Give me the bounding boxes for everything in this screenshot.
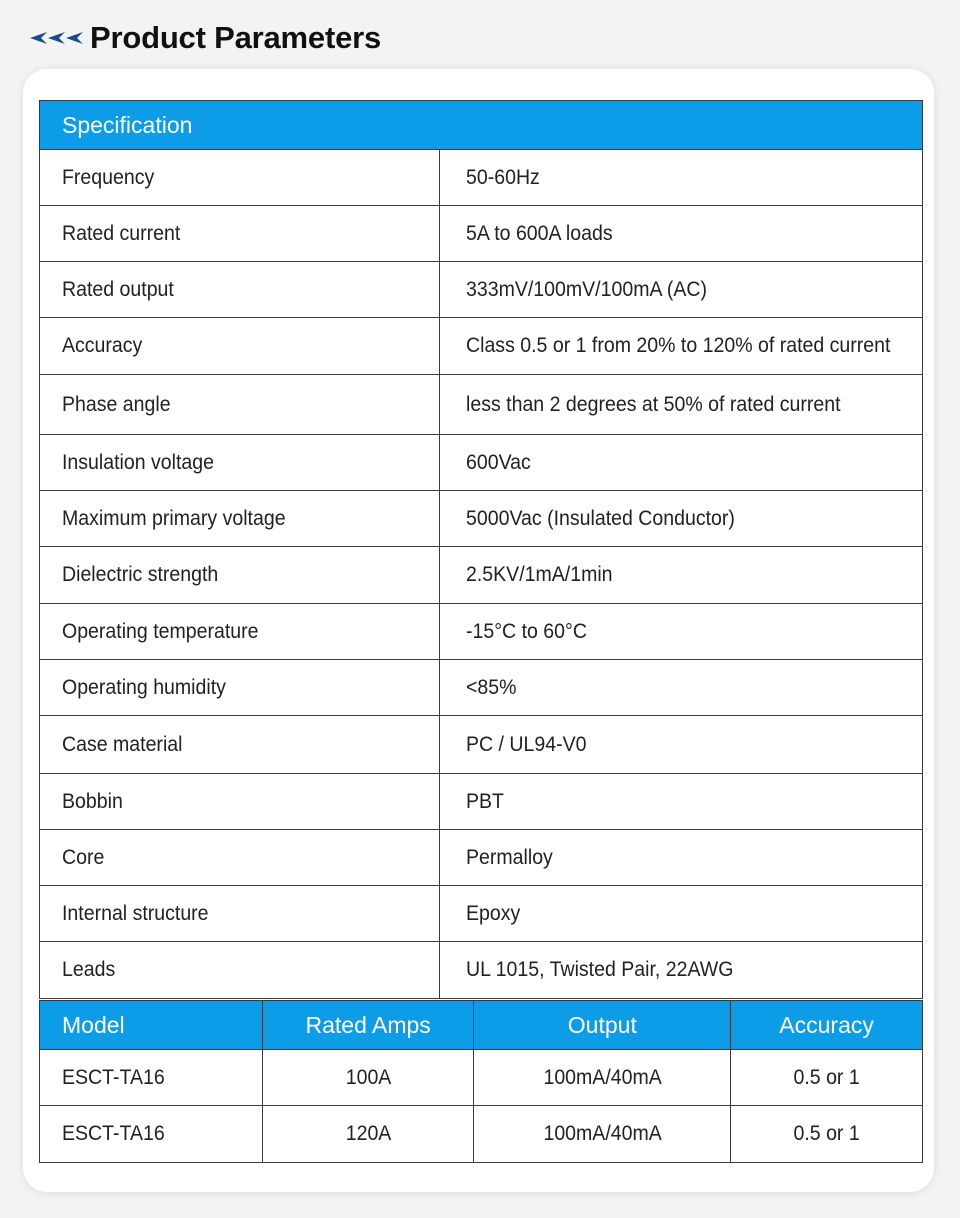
- spec-label: Frequency: [40, 150, 440, 206]
- spec-label: Leads: [40, 942, 440, 999]
- spec-row: [40, 375, 923, 435]
- spec-value: 333mV/100mV/100mA (AC): [439, 262, 922, 318]
- spec-value: -15°C to 60°C: [439, 604, 922, 660]
- column-header-model: Model: [40, 1001, 263, 1050]
- spec-label: Operating humidity: [40, 660, 440, 716]
- spec-label: Phase angle: [40, 375, 440, 435]
- spec-row: [40, 547, 923, 604]
- spec-row: [40, 435, 923, 491]
- triple-chevron-left-icon: [30, 31, 84, 45]
- rated-amps-cell: 100A: [262, 1050, 474, 1106]
- spec-row: [40, 604, 923, 660]
- spec-value: less than 2 degrees at 50% of rated current: [439, 375, 922, 435]
- spec-row: [40, 491, 923, 547]
- spec-row: [40, 886, 923, 942]
- spec-row: [40, 206, 923, 262]
- accuracy-cell: 0.5 or 1: [731, 1106, 923, 1163]
- output-cell: 100mA/40mA: [474, 1050, 731, 1106]
- spec-label: Internal structure: [40, 886, 440, 942]
- spec-row: [40, 262, 923, 318]
- specification-heading: Specification: [40, 101, 923, 150]
- rated-amps-cell: 120A: [262, 1106, 474, 1163]
- spec-value: 600Vac: [439, 435, 922, 491]
- spec-value: Class 0.5 or 1 from 20% to 120% of rated current: [439, 318, 922, 375]
- table-row: [40, 1050, 923, 1106]
- spec-value: 2.5KV/1mA/1min: [439, 547, 922, 604]
- spec-value: 5A to 600A loads: [439, 206, 922, 262]
- spec-row: [40, 318, 923, 375]
- spec-row: [40, 830, 923, 886]
- specification-table: [39, 100, 923, 999]
- page-title: Product Parameters: [90, 20, 382, 55]
- spec-row: [40, 942, 923, 999]
- spec-label: Insulation voltage: [40, 435, 440, 491]
- page-header: [30, 18, 381, 58]
- spec-row: [40, 716, 923, 774]
- spec-value: UL 1015, Twisted Pair, 22AWG: [439, 942, 922, 999]
- spec-value: PBT: [439, 774, 922, 830]
- spec-value: Epoxy: [439, 886, 922, 942]
- spec-value: 50-60Hz: [439, 150, 922, 206]
- model-cell: ESCT-TA16: [40, 1050, 263, 1106]
- spec-label: Rated output: [40, 262, 440, 318]
- spec-label: Maximum primary voltage: [40, 491, 440, 547]
- spec-value: PC / UL94-V0: [439, 716, 922, 774]
- column-header-output: Output: [474, 1001, 731, 1050]
- spec-label: Operating temperature: [40, 604, 440, 660]
- column-header-accuracy: Accuracy: [731, 1001, 923, 1050]
- model-table: [39, 1000, 923, 1163]
- spec-value: 5000Vac (Insulated Conductor): [439, 491, 922, 547]
- spec-row: [40, 150, 923, 206]
- spec-label: Accuracy: [40, 318, 440, 375]
- table-row: [40, 1106, 923, 1163]
- accuracy-cell: 0.5 or 1: [731, 1050, 923, 1106]
- output-cell: 100mA/40mA: [474, 1106, 731, 1163]
- spec-value: Permalloy: [439, 830, 922, 886]
- spec-row: [40, 660, 923, 716]
- spec-label: Case material: [40, 716, 440, 774]
- spec-label: Core: [40, 830, 440, 886]
- spec-label: Bobbin: [40, 774, 440, 830]
- spec-label: Dielectric strength: [40, 547, 440, 604]
- spec-row: [40, 774, 923, 830]
- column-header-rated-amps: Rated Amps: [262, 1001, 474, 1050]
- spec-label: Rated current: [40, 206, 440, 262]
- model-cell: ESCT-TA16: [40, 1106, 263, 1163]
- spec-value: <85%: [439, 660, 922, 716]
